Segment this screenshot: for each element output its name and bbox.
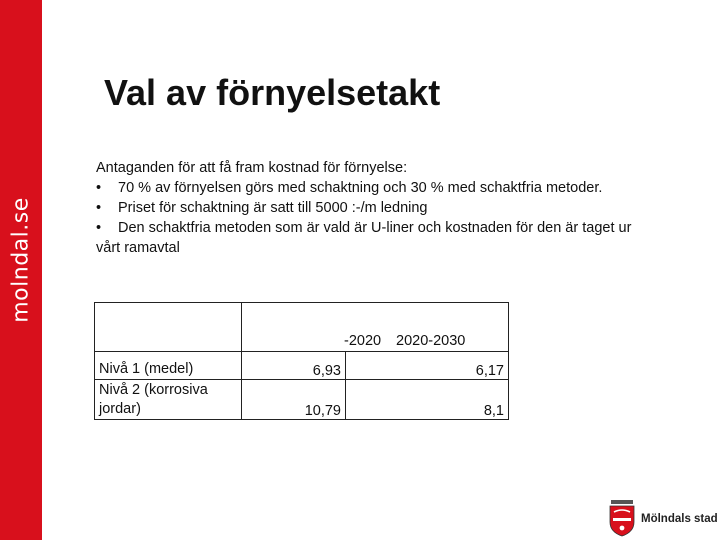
value-cell: 8,1 — [346, 380, 509, 420]
header-period-2: 2020-2030 — [396, 333, 466, 349]
bullet-text: 70 % av förnyelsen görs med schaktning och 30 % med schaktfria metoder. — [118, 180, 603, 196]
bullet-item — [96, 218, 696, 238]
bullet-item — [96, 178, 696, 198]
bullet-dot: • — [96, 200, 102, 216]
value-cell: 6,93 — [242, 352, 346, 380]
renewal-table — [94, 302, 509, 420]
bullet-text: Den schaktfria metoden som är vald är U-liner och kostnaden för den är taget ur — [118, 220, 632, 236]
table-header-cell — [242, 303, 509, 352]
brand-vertical-text: molndal.se — [8, 197, 34, 323]
header-period-1: -2020 — [344, 333, 382, 349]
assumptions-text — [96, 158, 696, 258]
bullet-continuation: vårt ramavtal — [96, 240, 180, 256]
slide-title: Val av förnyelsetakt — [104, 72, 441, 113]
side-brand-bar — [0, 0, 42, 540]
bullet-dot: • — [96, 180, 102, 196]
row-label: Nivå 1 (medel) — [95, 352, 242, 380]
bullet-dot: • — [96, 220, 102, 236]
value-cell: 6,17 — [346, 352, 509, 380]
bullet-item — [96, 198, 696, 218]
table-row — [95, 352, 509, 380]
intro-line: Antaganden för att få fram kostnad för förnyelse: — [96, 160, 408, 176]
row-label: Nivå 2 (korrosiva jordar) — [95, 380, 242, 420]
table-corner-cell — [95, 303, 242, 352]
value-cell: 10,79 — [242, 380, 346, 420]
table-row — [95, 380, 509, 420]
table-header-row — [95, 303, 509, 352]
logo-text: Mölndals stad — [641, 513, 718, 525]
bullet-text: Priset för schaktning är satt till 5000 :-/m ledning — [118, 200, 428, 216]
